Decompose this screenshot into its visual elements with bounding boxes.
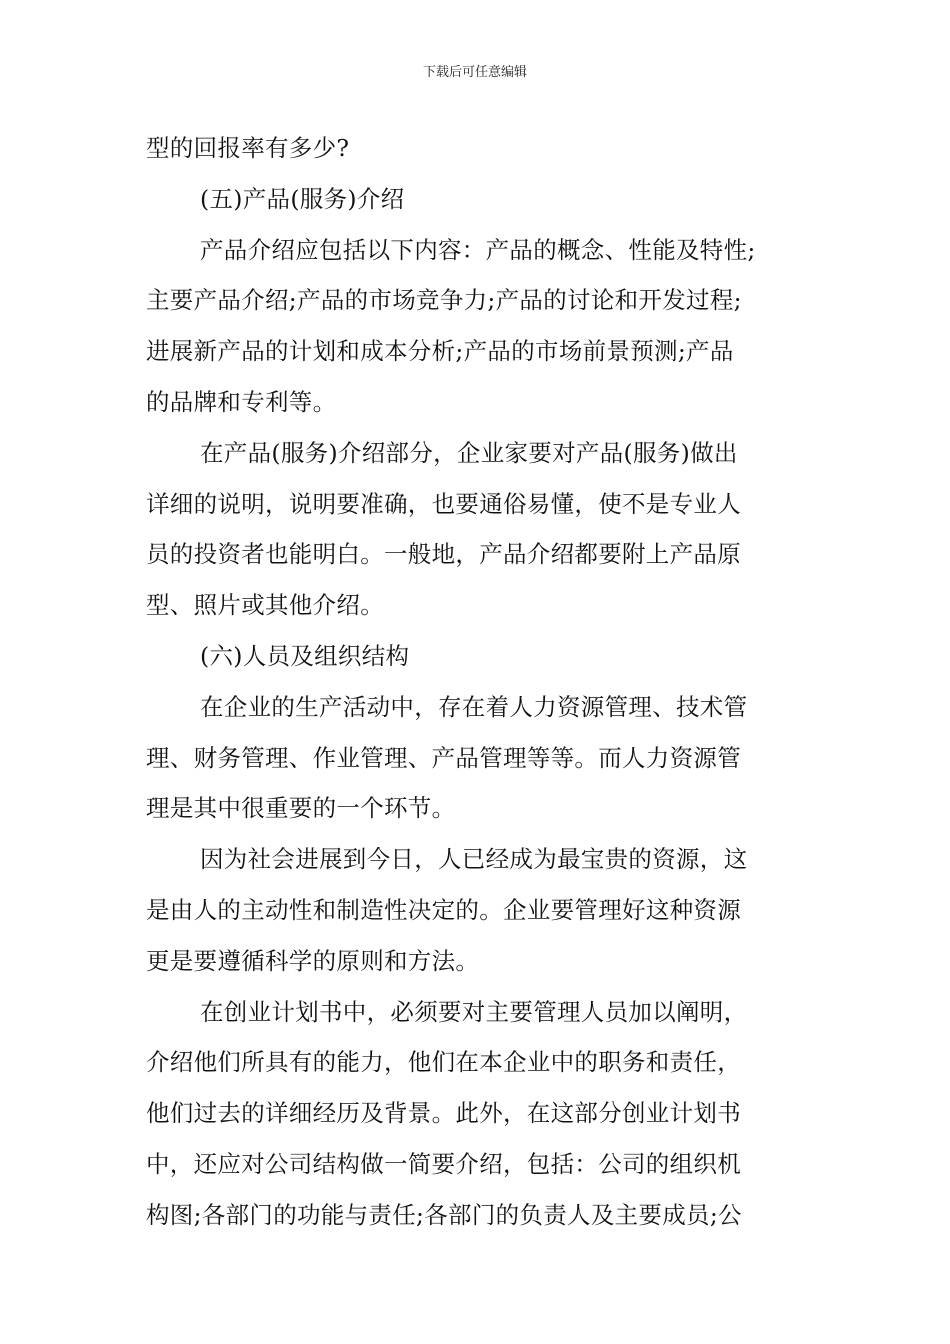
text-line: 理是其中很重要的一个环节。	[146, 794, 456, 823]
document-body	[146, 127, 810, 1245]
paragraph-start: 产品介绍应包括以下内容：产品的概念、性能及特性;	[200, 235, 756, 264]
text-line: 是由人的主动性和制造性决定的。企业要管理好这种资源	[146, 895, 741, 924]
text-line: 他们过去的详细经历及背景。此外，在这部分创业计划书	[146, 1099, 741, 1128]
paragraph-start: 在产品(服务)介绍部分，企业家要对产品(服务)做出	[200, 438, 738, 467]
section-heading: (六)人员及组织结构	[200, 641, 410, 670]
text-line: 员的投资者也能明白。一般地，产品介绍都要附上产品原	[146, 540, 741, 569]
section-heading: (五)产品(服务)介绍	[200, 184, 405, 213]
paragraph-start: 因为社会进展到今日，人已经成为最宝贵的资源，这	[200, 845, 748, 874]
text-line: 型的回报率有多少?	[146, 134, 350, 162]
paragraph-start: 在企业的生产活动中，存在着人力资源管理、技术管	[200, 692, 748, 721]
text-line: 理、财务管理、作业管理、产品管理等等。而人力资源管	[146, 743, 741, 772]
text-line: 介绍他们所具有的能力，他们在本企业中的职务和责任，	[146, 1048, 741, 1077]
paragraph-start: 在创业计划书中，必须要对主要管理人员加以阐明，	[200, 997, 748, 1026]
text-line: 主要产品介绍;产品的市场竞争力;产品的讨论和开发过程;	[146, 286, 742, 315]
text-line: 中，还应对公司结构做一简要介绍，包括：公司的组织机	[146, 1149, 741, 1178]
text-line: 的品牌和专利等。	[146, 387, 337, 416]
text-line: 更是要遵循科学的原则和方法。	[146, 946, 480, 975]
page-header: 下载后可任意编辑	[422, 65, 527, 80]
text-line: 型、照片或其他介绍。	[146, 591, 384, 620]
text-line: 进展新产品的计划和成本分析;产品的市场前景预测;产品	[146, 337, 734, 366]
text-line: 构图;各部门的功能与责任;各部门的负责人及主要成员;公	[146, 1200, 742, 1229]
text-line: 详细的说明，说明要准确，也要通俗易懂，使不是专业人	[146, 489, 741, 518]
